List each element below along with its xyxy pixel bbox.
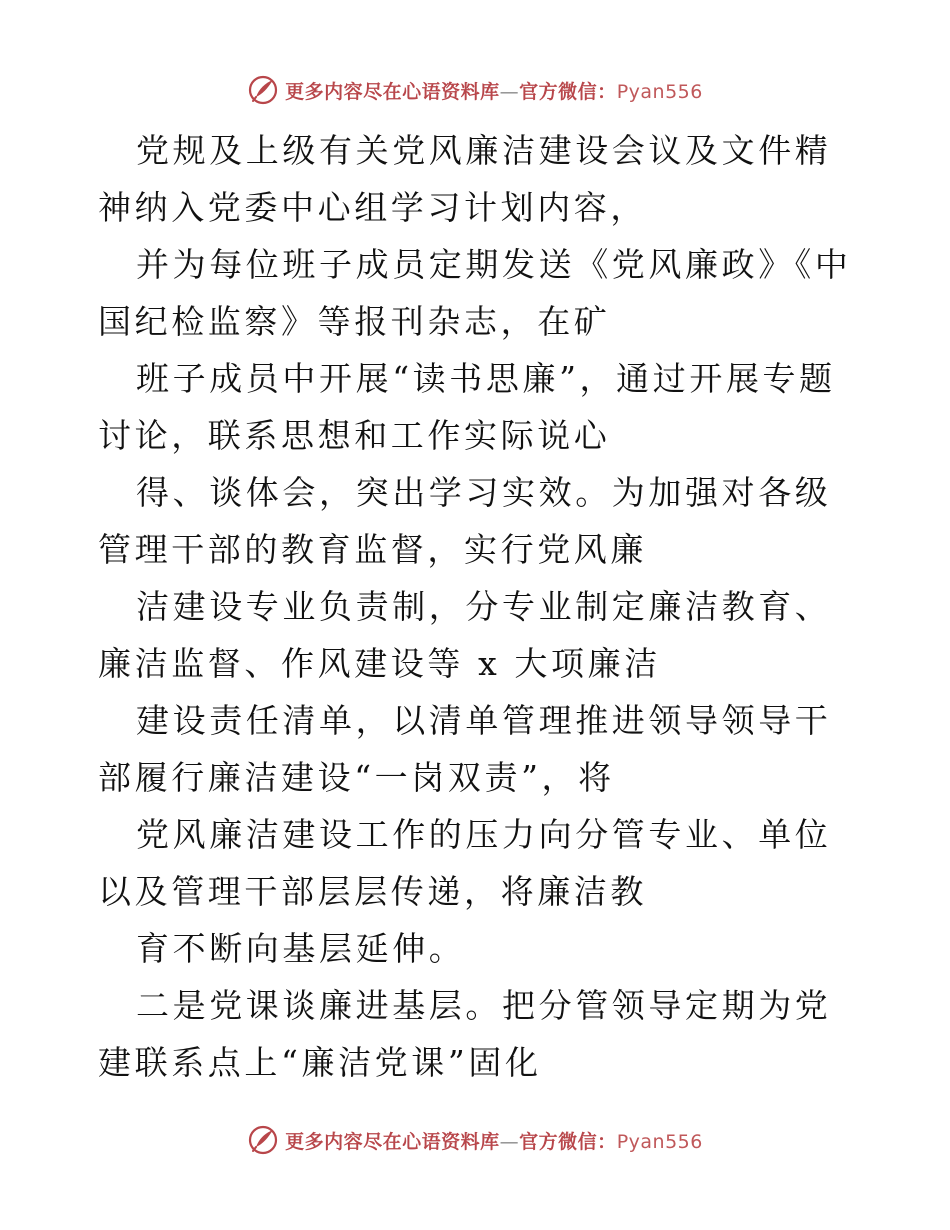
paragraph: 得、谈体会，突出学习实效。为加强对各级管理干部的教育监督，实行党风廉 — [98, 473, 832, 569]
watermark-handle: Pyan556 — [616, 1130, 703, 1153]
paragraph: 二是党课谈廉进基层。把分管领导定期为党建联系点上“廉洁党课”固化 — [98, 986, 832, 1082]
watermark-label: 官方微信： — [519, 1130, 617, 1153]
watermark-site: 更多内容尽在心语资料库 — [285, 1130, 500, 1153]
feather-pen-logo-icon — [247, 74, 279, 106]
watermark-handle: Pyan556 — [616, 80, 703, 103]
paragraph: 洁建设专业负责制，分专业制定廉洁教育、廉洁监督、作风建设等 x 大项廉洁 — [98, 587, 832, 683]
header-watermark — [0, 70, 950, 110]
watermark-site: 更多内容尽在心语资料库 — [285, 80, 500, 103]
watermark-text — [285, 77, 703, 104]
paragraph: 并为每位班子成员定期发送《党风廉政》《中国纪检监察》等报刊杂志，在矿 — [98, 245, 852, 341]
watermark-separator: — — [499, 1130, 520, 1153]
watermark-text — [285, 1127, 703, 1154]
document-body — [98, 122, 858, 1091]
watermark-label: 官方微信： — [519, 80, 617, 103]
paragraph: 党规及上级有关党风廉洁建设会议及文件精神纳入党委中心组学习计划内容， — [98, 131, 832, 227]
watermark-separator: — — [499, 80, 520, 103]
paragraph: 班子成员中开展“读书思廉”，通过开展专题讨论，联系思想和工作实际说心 — [98, 359, 836, 455]
paragraph: 党风廉洁建设工作的压力向分管专业、单位以及管理干部层层传递，将廉洁教 — [98, 815, 832, 911]
paragraph: 育不断向基层延伸。 — [136, 929, 466, 968]
feather-pen-logo-icon — [247, 1124, 279, 1156]
paragraph: 建设责任清单，以清单管理推进领导领导干部履行廉洁建设“一岗双责”，将 — [98, 701, 832, 797]
footer-watermark — [0, 1120, 950, 1160]
